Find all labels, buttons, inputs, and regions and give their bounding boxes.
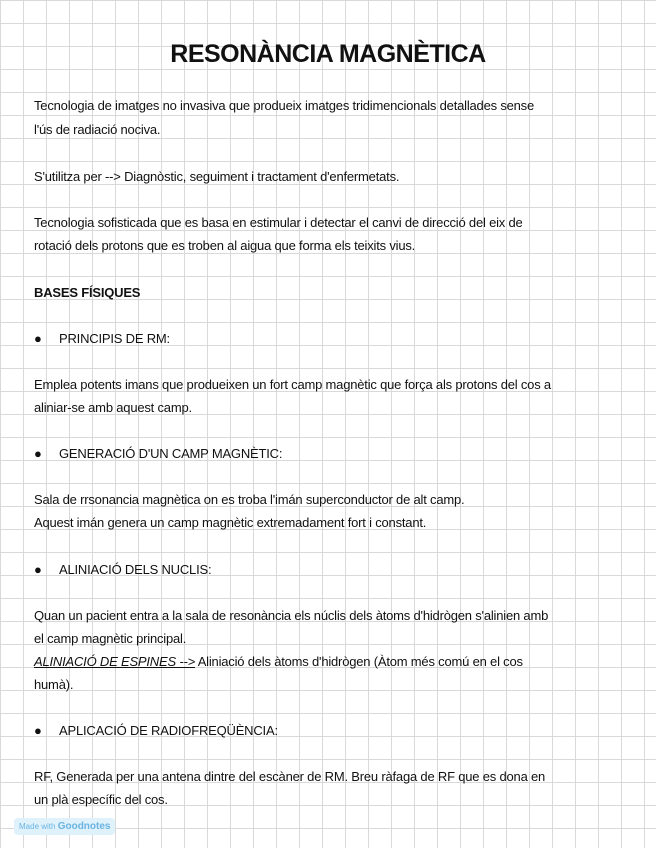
bullet-dot: ● [34,562,42,577]
intro-line-2: l'ús de radiació nociva. [34,122,161,137]
tech-line-1: Tecnologia sofisticada que es basa en estimular i detectar el canvi de direcció del eix de [34,215,523,230]
bullet-body-line: Aquest imán genera un camp magnètic extremadament fort i constant. [34,515,427,530]
bullet-body-line: RF, Generada per una antena dintre del escàner de RM. Breu ràfaga de RF que es dona en [34,769,546,784]
bullet-dot: ● [34,331,42,346]
bullet-dot: ● [34,723,42,738]
goodnotes-badge [14,818,115,835]
spin-line [34,654,523,669]
spin-label: ALINIACIÓ DE ESPINES --> [34,654,195,669]
bullet-label: APLICACIÓ DE RADIOFREQÜÈNCIA: [59,723,278,738]
bullet-body-line: Emplea potents imans que produeixen un fort camp magnètic que força als protons del cos a [34,377,551,392]
bullet-body-line: un plà específic del cos. [34,792,168,807]
tech-line-2: rotació dels protons que es troben al aigua que forma els teixits vius. [34,238,416,253]
bullet-label: ALINIACIÓ DELS NUCLIS: [59,562,212,577]
bullet-label: GENERACIÓ D'UN CAMP MAGNÈTIC: [59,446,283,461]
badge-brand: Goodnotes [57,821,111,832]
bullet-body-line: Sala de rrsonancia magnètica on es troba l'imán superconductor de alt camp. [34,492,465,507]
spin-line-2: humà). [34,677,74,692]
section-heading: BASES FÍSIQUES [34,285,141,300]
spin-text: Aliniació dels àtoms d'hidrògen (Àtom més comú en el cos [197,654,523,669]
badge-prefix: Made with [19,822,56,831]
page-title: RESONÀNCIA MAGNÈTICA [170,40,486,68]
bullet-body-line: aliniar-se amb aquest camp. [34,400,192,415]
bullet-body-line: el camp magnètic principal. [34,631,187,646]
use-line: S'utilitza per --> Diagnòstic, seguiment i tractament d'enfermetats. [34,169,400,184]
intro-line-1: Tecnologia de imatges no invasiva que produeix imatges tridimencionals detallades sense [34,98,535,113]
bullet-body-line: Quan un pacient entra a la sala de resonància els núclis dels àtoms d'hidrògen s'alinien amb [34,608,549,623]
bullet-dot: ● [34,446,42,461]
bullet-label: PRINCIPIS DE RM: [59,331,170,346]
